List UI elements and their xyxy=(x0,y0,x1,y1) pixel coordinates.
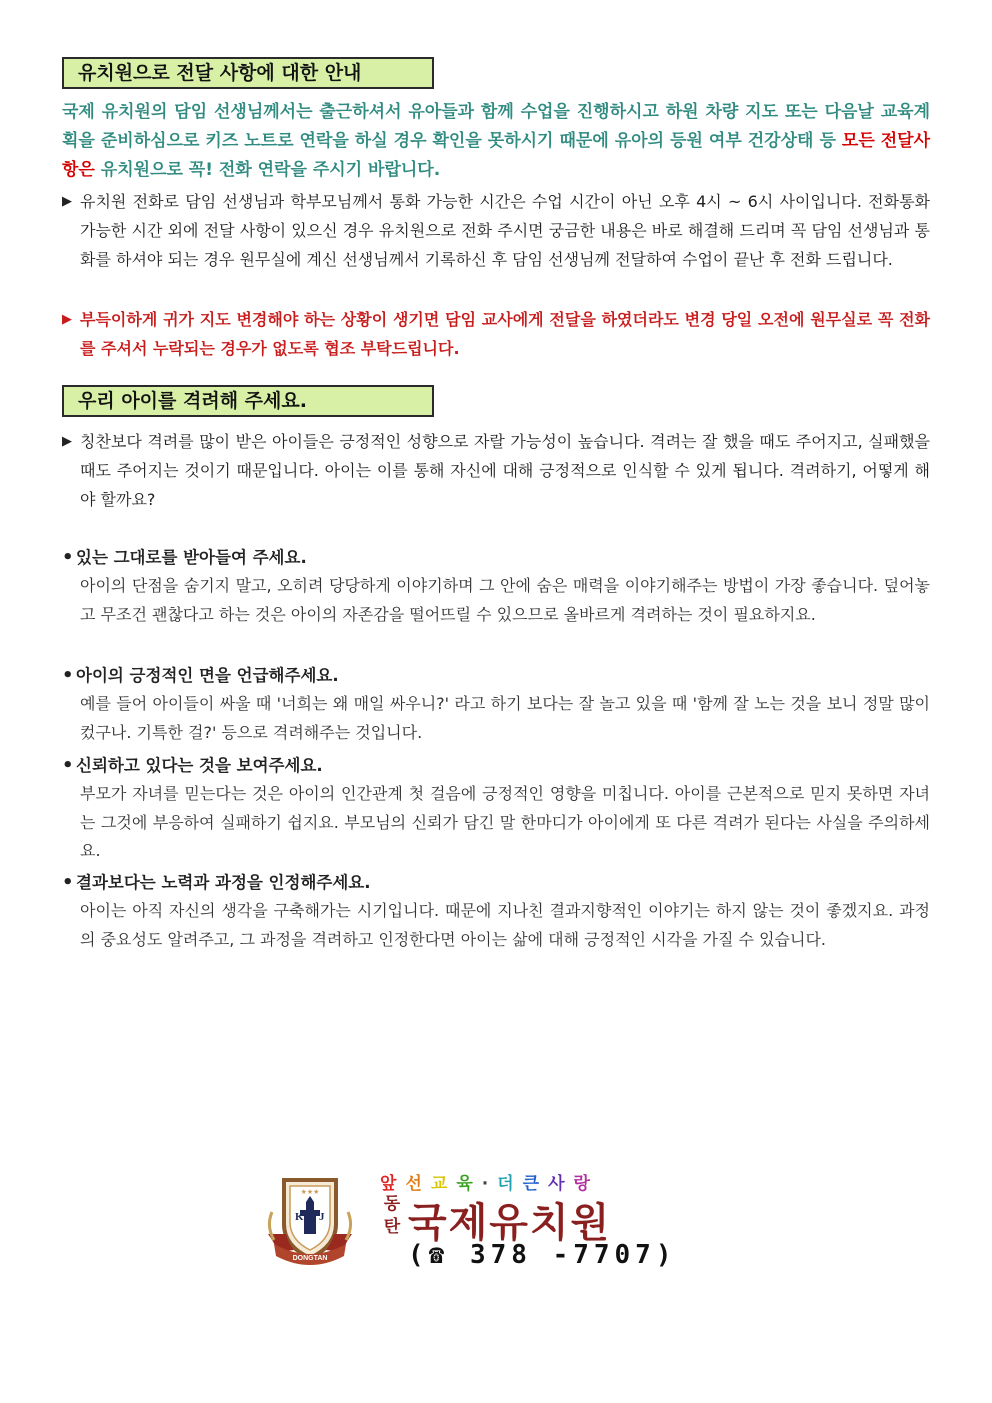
encourage-intro: ▶ 칭찬보다 격려를 많이 받은 아이들은 긍정적인 성향으로 자랄 가능성이 높습니다. 격려는 잘 했을 때도 주어지고, 실패했을 때도 주어지는 것이기 때문입니다. 아이는 이를 통해 자신에 대해 긍정적으로 인식할 수 있게 됩니다. 격려하기, 어떻게 해야 할까요? xyxy=(62,427,930,514)
bullet-positive: • 아이의 긍정적인 면을 언급해주세요. 예를 들어 아이들이 싸울 때 '너희는 왜 매일 싸우니?' 라고 하기 보다는 잘 놀고 있을 때 '함께 잘 노는 것을 보니 정말 많이 컸구나. 기특한 걸?' 등으로 격려해주는 것입니다. xyxy=(62,662,930,747)
notice-intro: 국제 유치원의 담임 선생님께서는 출근하셔서 유아들과 함께 수업을 진행하시고 하원 차량 지도 또는 다음날 교육계획을 준비하심으로 키즈 노트로 연락을 하실 경우 확인을 못하시기 때문에 유아의 등원 여부 건강상태 등 모든 전달사항은 유치원으로 꼭! 전화 연락을 주시기 바랍니다. xyxy=(62,102,931,180)
motto-char: 더 xyxy=(497,1174,523,1194)
triangle-bullet-icon: ▶ xyxy=(62,194,72,209)
svg-text:J: J xyxy=(319,1211,325,1223)
bullet-dot-icon: • xyxy=(62,755,74,776)
intro-highlight: 모든 전달사항은 xyxy=(62,131,931,180)
bullet-trust: • 신뢰하고 있다는 것을 보여주세요. 부모가 자녀를 믿는다는 것은 아이의 인간관계 첫 걸음에 긍정적인 영향을 미칩니다. 아이를 근본적으로 믿지 못하면 자녀는 그것에 부응하여 실패하기 쉽지요. 부모님의 신뢰가 담긴 말 한마디가 아이에게 또 다른 격려가 된다는 사실을 주의하세요. xyxy=(62,752,930,866)
bullet-accept: • 있는 그대로를 받아들여 주세요. 아이의 단점을 숨기지 말고, 오히려 당당하게 이야기하며 그 안에 숨은 매력을 이야기해주는 방법이 가장 좋습니다. 덮어놓고 무조건 괜찮다고 하는 것은 아이의 자존감을 떨어뜨릴 수 있으므로 올바르게 격려하는 것이 필요하지요. xyxy=(62,544,930,629)
motto-char: 선 xyxy=(405,1174,431,1194)
triangle-bullet-icon: ▶ xyxy=(62,312,72,327)
kindergarten-emblem-icon xyxy=(264,1172,356,1272)
section-title-encourage: 우리 아이를 격려해 주세요. xyxy=(62,385,434,417)
motto-char: 랑 xyxy=(573,1174,599,1194)
notice-item-pickup-change: ▶ 부득이하게 귀가 지도 변경해야 하는 상황이 생기면 담임 교사에게 전달을 하였더라도 변경 당일 오전에 원무실로 꼭 전화를 주셔서 누락되는 경우가 없도록 협조 부탁드립니다. xyxy=(62,305,930,363)
motto-char: · xyxy=(481,1174,498,1194)
svg-text:DONGTAN: DONGTAN xyxy=(292,1255,328,1262)
svg-text:K: K xyxy=(295,1211,304,1223)
bullet-effort: • 결과보다는 노력과 과정을 인정해주세요. 아이는 아직 자신의 생각을 구축해가는 시기입니다. 때문에 지나친 결과지향적인 이야기는 하지 않는 것이 좋겠지요. 과정의 중요성도 알려주고, 그 과정을 격려하고 인정한다면 아이는 삶에 대해 긍정적인 시각을 가질 수 있습니다. xyxy=(62,869,930,954)
motto-char: 앞 xyxy=(380,1174,406,1194)
motto-char: 교 xyxy=(430,1174,457,1194)
motto-char: 사 xyxy=(548,1174,574,1194)
svg-text:★★★: ★★★ xyxy=(300,1188,320,1196)
bullet-dot-icon: • xyxy=(62,872,74,893)
motto-char: 큰 xyxy=(522,1174,549,1194)
triangle-bullet-icon: ▶ xyxy=(62,434,72,449)
section-title-notice: 유치원으로 전달 사항에 대한 안내 xyxy=(62,57,434,89)
phone-number: (☎ 378 -7707) xyxy=(408,1240,677,1270)
motto-char: 육 xyxy=(456,1174,482,1194)
bullet-dot-icon: • xyxy=(62,547,74,568)
bullet-dot-icon: • xyxy=(62,665,74,686)
notice-item-call-hours: ▶ 유치원 전화로 담임 선생님과 학부모님께서 통화 가능한 시간은 수업 시간이 아닌 오후 4시 ~ 6시 사이입니다. 전화통화 가능한 시간 외에 전달 사항이 있으신 경우 유치원으로 전화 주시면 궁금한 내용은 바로 해결해 드리며 꼭 담임 선생님과 통화를 하셔야 되는 경우 원무실에 계신 선생님께서 기록하신 후 담임 선생님께 전달하여 수업이 끝난 후 전화 드립니다. xyxy=(62,187,930,274)
